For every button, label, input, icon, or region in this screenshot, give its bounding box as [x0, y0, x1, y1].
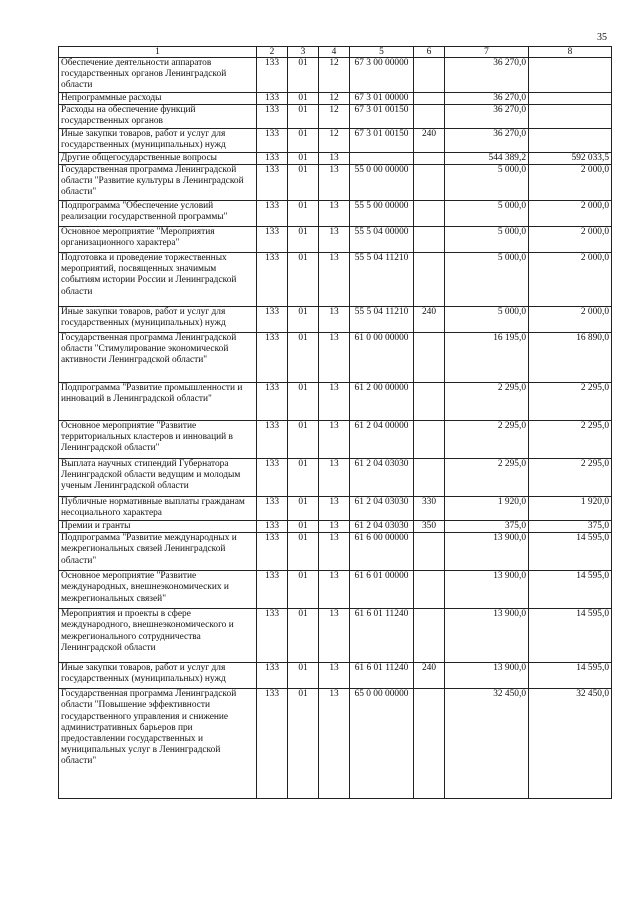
admin-code-cell: 133 [257, 152, 288, 164]
amount-year1-cell: 13 900,0 [445, 609, 529, 663]
amount-year1-cell: 5 000,0 [445, 253, 529, 307]
admin-code-cell: 133 [257, 609, 288, 663]
amount-year2-cell: 2 295,0 [529, 421, 612, 459]
expense-type-cell: 240 [414, 128, 445, 152]
budget-table [58, 46, 612, 799]
admin-code-cell: 133 [257, 459, 288, 497]
target-article-cell: 55 5 04 11210 [350, 253, 414, 307]
subsection-cell: 13 [319, 521, 350, 533]
admin-code-cell: 133 [257, 92, 288, 104]
target-article-cell: 61 2 04 03030 [350, 459, 414, 497]
table-row [59, 333, 612, 383]
target-article-cell: 55 5 04 11210 [350, 307, 414, 333]
amount-year2-cell [529, 128, 612, 152]
column-header: 5 [350, 47, 414, 58]
expense-type-cell [414, 58, 445, 93]
amount-year1-cell: 5 000,0 [445, 165, 529, 201]
target-article-cell: 55 5 04 00000 [350, 227, 414, 253]
table-row [59, 307, 612, 333]
row-name-cell: Мероприятия и проекты в сфере международного, внешнеэкономического и межрегионального сотрудничества Ленинградской области [59, 609, 257, 663]
amount-year2-cell: 375,0 [529, 521, 612, 533]
expense-type-cell [414, 165, 445, 201]
section-cell: 01 [288, 58, 319, 93]
amount-year2-cell: 1 920,0 [529, 497, 612, 521]
expense-type-cell [414, 421, 445, 459]
row-name-cell: Государственная программа Ленинградской области "Повышение эффективности государственного управления и снижение административных барьеров при предоставлении государственных и муниципальных услуг в Ленинградской области" [59, 689, 257, 799]
section-cell: 01 [288, 227, 319, 253]
subsection-cell: 13 [319, 459, 350, 497]
amount-year1-cell: 36 270,0 [445, 58, 529, 93]
amount-year1-cell: 13 900,0 [445, 533, 529, 571]
amount-year2-cell [529, 104, 612, 128]
amount-year1-cell: 2 295,0 [445, 383, 529, 421]
target-article-cell: 65 0 00 00000 [350, 689, 414, 799]
admin-code-cell: 133 [257, 201, 288, 227]
column-header: 4 [319, 47, 350, 58]
target-article-cell: 67 3 01 00150 [350, 128, 414, 152]
amount-year1-cell: 5 000,0 [445, 227, 529, 253]
table-row [59, 663, 612, 689]
target-article-cell: 61 0 00 00000 [350, 333, 414, 383]
amount-year2-cell: 2 000,0 [529, 307, 612, 333]
row-name-cell: Основное мероприятие "Развитие международных, внешнеэкономических и межрегиональных связей" [59, 571, 257, 609]
section-cell: 01 [288, 104, 319, 128]
expense-type-cell: 350 [414, 521, 445, 533]
expense-type-cell [414, 92, 445, 104]
row-name-cell: Подпрограмма "Развитие промышленности и инноваций в Ленинградской области" [59, 383, 257, 421]
target-article-cell: 61 6 00 00000 [350, 533, 414, 571]
row-name-cell: Обеспечение деятельности аппаратов государственных органов Ленинградской области [59, 58, 257, 93]
admin-code-cell: 133 [257, 533, 288, 571]
subsection-cell: 13 [319, 152, 350, 164]
expense-type-cell [414, 201, 445, 227]
expense-type-cell: 240 [414, 663, 445, 689]
section-cell: 01 [288, 333, 319, 383]
subsection-cell: 12 [319, 58, 350, 93]
amount-year1-cell: 2 295,0 [445, 421, 529, 459]
subsection-cell: 13 [319, 663, 350, 689]
amount-year2-cell: 14 595,0 [529, 609, 612, 663]
expense-type-cell [414, 609, 445, 663]
section-cell: 01 [288, 521, 319, 533]
table-row [59, 689, 612, 799]
admin-code-cell: 133 [257, 253, 288, 307]
subsection-cell: 12 [319, 92, 350, 104]
target-article-cell: 61 6 01 11240 [350, 609, 414, 663]
expense-type-cell [414, 533, 445, 571]
admin-code-cell: 133 [257, 227, 288, 253]
amount-year1-cell: 13 900,0 [445, 571, 529, 609]
amount-year2-cell: 14 595,0 [529, 663, 612, 689]
amount-year1-cell: 1 920,0 [445, 497, 529, 521]
expense-type-cell [414, 152, 445, 164]
section-cell: 01 [288, 201, 319, 227]
section-cell: 01 [288, 689, 319, 799]
subsection-cell: 13 [319, 307, 350, 333]
subsection-cell: 13 [319, 201, 350, 227]
table-row [59, 104, 612, 128]
section-cell: 01 [288, 253, 319, 307]
expense-type-cell [414, 571, 445, 609]
header-row [59, 47, 612, 58]
amount-year2-cell: 2 000,0 [529, 201, 612, 227]
row-name-cell: Основное мероприятие "Мероприятия организационного характера" [59, 227, 257, 253]
admin-code-cell: 133 [257, 497, 288, 521]
row-name-cell: Выплата научных стипендий Губернатора Ленинградской области ведущим и молодым ученым Ленинградской области [59, 459, 257, 497]
subsection-cell: 13 [319, 253, 350, 307]
amount-year2-cell: 592 033,5 [529, 152, 612, 164]
amount-year1-cell: 5 000,0 [445, 201, 529, 227]
admin-code-cell: 133 [257, 663, 288, 689]
target-article-cell: 67 3 01 00150 [350, 104, 414, 128]
section-cell: 01 [288, 307, 319, 333]
expense-type-cell [414, 689, 445, 799]
table-row [59, 201, 612, 227]
table-row [59, 152, 612, 164]
target-article-cell: 61 2 04 03030 [350, 521, 414, 533]
section-cell: 01 [288, 152, 319, 164]
section-cell: 01 [288, 609, 319, 663]
table-row [59, 571, 612, 609]
amount-year2-cell: 14 595,0 [529, 571, 612, 609]
subsection-cell: 13 [319, 333, 350, 383]
admin-code-cell: 133 [257, 128, 288, 152]
amount-year1-cell: 544 389,2 [445, 152, 529, 164]
target-article-cell: 61 2 04 00000 [350, 421, 414, 459]
row-name-cell: Иные закупки товаров, работ и услуг для государственных (муниципальных) нужд [59, 663, 257, 689]
subsection-cell: 12 [319, 128, 350, 152]
table-row [59, 533, 612, 571]
admin-code-cell: 133 [257, 571, 288, 609]
admin-code-cell: 133 [257, 104, 288, 128]
section-cell: 01 [288, 165, 319, 201]
expense-type-cell [414, 333, 445, 383]
admin-code-cell: 133 [257, 689, 288, 799]
section-cell: 01 [288, 128, 319, 152]
admin-code-cell: 133 [257, 521, 288, 533]
row-name-cell: Подпрограмма "Обеспечение условий реализации государственной программы" [59, 201, 257, 227]
admin-code-cell: 133 [257, 165, 288, 201]
amount-year2-cell: 2 000,0 [529, 165, 612, 201]
admin-code-cell: 133 [257, 307, 288, 333]
expense-type-cell: 240 [414, 307, 445, 333]
amount-year1-cell: 36 270,0 [445, 104, 529, 128]
expense-type-cell: 330 [414, 497, 445, 521]
target-article-cell: 67 3 01 00000 [350, 92, 414, 104]
subsection-cell: 13 [319, 421, 350, 459]
subsection-cell: 12 [319, 104, 350, 128]
target-article-cell: 61 6 01 00000 [350, 571, 414, 609]
row-name-cell: Публичные нормативные выплаты гражданам несоциального характера [59, 497, 257, 521]
column-header: 3 [288, 47, 319, 58]
page-number: 35 [597, 32, 607, 43]
amount-year1-cell: 36 270,0 [445, 92, 529, 104]
row-name-cell: Премии и гранты [59, 521, 257, 533]
admin-code-cell: 133 [257, 383, 288, 421]
column-header: 7 [445, 47, 529, 58]
amount-year2-cell: 32 450,0 [529, 689, 612, 799]
subsection-cell: 13 [319, 533, 350, 571]
row-name-cell: Государственная программа Ленинградской области "Развитие культуры в Ленинградской области" [59, 165, 257, 201]
section-cell: 01 [288, 663, 319, 689]
row-name-cell: Подпрограмма "Развитие международных и межрегиональных связей Ленинградской области" [59, 533, 257, 571]
section-cell: 01 [288, 383, 319, 421]
admin-code-cell: 133 [257, 333, 288, 383]
section-cell: 01 [288, 571, 319, 609]
table-row [59, 383, 612, 421]
section-cell: 01 [288, 533, 319, 571]
section-cell: 01 [288, 92, 319, 104]
amount-year1-cell: 2 295,0 [445, 459, 529, 497]
table-row [59, 165, 612, 201]
column-header: 1 [59, 47, 257, 58]
row-name-cell: Государственная программа Ленинградской области "Стимулирование экономической активности Ленинградской области" [59, 333, 257, 383]
row-name-cell: Иные закупки товаров, работ и услуг для государственных (муниципальных) нужд [59, 307, 257, 333]
expense-type-cell [414, 253, 445, 307]
subsection-cell: 13 [319, 165, 350, 201]
target-article-cell: 61 2 04 03030 [350, 497, 414, 521]
table-row [59, 58, 612, 93]
admin-code-cell: 133 [257, 421, 288, 459]
table-row [59, 92, 612, 104]
amount-year2-cell [529, 92, 612, 104]
amount-year2-cell: 2 000,0 [529, 253, 612, 307]
section-cell: 01 [288, 497, 319, 521]
target-article-cell [350, 152, 414, 164]
amount-year2-cell: 2 000,0 [529, 227, 612, 253]
row-name-cell: Непрограммные расходы [59, 92, 257, 104]
target-article-cell: 61 6 01 11240 [350, 663, 414, 689]
admin-code-cell: 133 [257, 58, 288, 93]
column-header: 8 [529, 47, 612, 58]
section-cell: 01 [288, 421, 319, 459]
target-article-cell: 55 5 00 00000 [350, 201, 414, 227]
amount-year2-cell: 2 295,0 [529, 459, 612, 497]
amount-year1-cell: 32 450,0 [445, 689, 529, 799]
subsection-cell: 13 [319, 227, 350, 253]
table-row [59, 521, 612, 533]
subsection-cell: 13 [319, 383, 350, 421]
subsection-cell: 13 [319, 571, 350, 609]
target-article-cell: 67 3 00 00000 [350, 58, 414, 93]
row-name-cell: Основное мероприятие "Развитие территориальных кластеров и инноваций в Ленинградской области" [59, 421, 257, 459]
amount-year1-cell: 16 195,0 [445, 333, 529, 383]
target-article-cell: 61 2 00 00000 [350, 383, 414, 421]
table-row [59, 128, 612, 152]
row-name-cell: Иные закупки товаров, работ и услуг для государственных (муниципальных) нужд [59, 128, 257, 152]
table-row [59, 497, 612, 521]
table-row [59, 253, 612, 307]
table-row [59, 459, 612, 497]
section-cell: 01 [288, 459, 319, 497]
subsection-cell: 13 [319, 689, 350, 799]
row-name-cell: Другие общегосударственные вопросы [59, 152, 257, 164]
amount-year1-cell: 375,0 [445, 521, 529, 533]
amount-year2-cell [529, 58, 612, 93]
amount-year2-cell: 14 595,0 [529, 533, 612, 571]
row-name-cell: Подготовка и проведение торжественных мероприятий, посвященных значимым событиям истории России и Ленинградской области [59, 253, 257, 307]
amount-year1-cell: 5 000,0 [445, 307, 529, 333]
subsection-cell: 13 [319, 609, 350, 663]
table-row [59, 227, 612, 253]
expense-type-cell [414, 227, 445, 253]
expense-type-cell [414, 459, 445, 497]
expense-type-cell [414, 383, 445, 421]
subsection-cell: 13 [319, 497, 350, 521]
expense-type-cell [414, 104, 445, 128]
row-name-cell: Расходы на обеспечение функций государственных органов [59, 104, 257, 128]
table-row [59, 421, 612, 459]
amount-year2-cell: 16 890,0 [529, 333, 612, 383]
column-header: 6 [414, 47, 445, 58]
column-header: 2 [257, 47, 288, 58]
table-row [59, 609, 612, 663]
amount-year2-cell: 2 295,0 [529, 383, 612, 421]
amount-year1-cell: 13 900,0 [445, 663, 529, 689]
target-article-cell: 55 0 00 00000 [350, 165, 414, 201]
amount-year1-cell: 36 270,0 [445, 128, 529, 152]
